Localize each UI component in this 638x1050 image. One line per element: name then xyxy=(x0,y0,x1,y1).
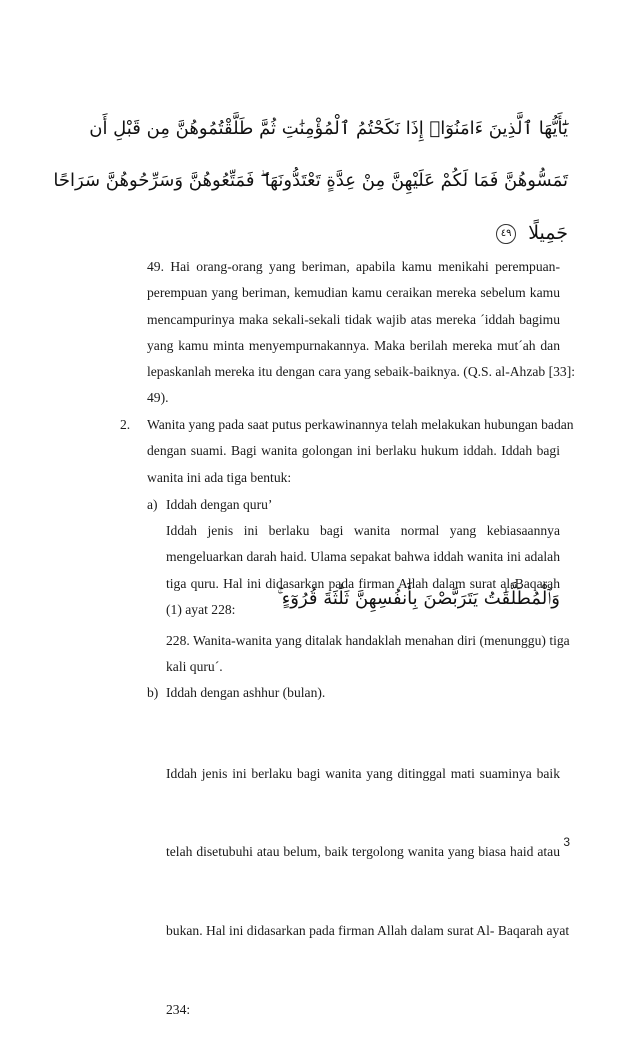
text-line: dengan suami. Bagi wanita golongan ini berlaku hukum iddah. Iddah bagi xyxy=(147,443,560,459)
text-line: 234: xyxy=(166,1002,191,1018)
text-line: 49. Hai orang-orang yang beriman, apabila kamu menikahi perempuan- xyxy=(147,259,560,274)
text-line: tiga quru. Hal ini didasarkan pada firman Allah dalam surat al-Baqarah xyxy=(166,575,560,591)
text-line: Iddah dengan quru’ xyxy=(166,497,273,512)
item-a-heading xyxy=(166,492,560,518)
ayah-number-marker: ٤٩ xyxy=(496,224,516,244)
text-line: Iddah jenis ini berlaku bagi wanita normal yang kebiasaannya xyxy=(166,523,560,538)
arabic-verse-text: جَمِيلًا xyxy=(528,222,568,244)
text-line: 228. Wanita-wanita yang ditalak handaklah menahan diri (menunggu) tiga xyxy=(166,633,570,648)
item-b-paragraph xyxy=(166,708,570,1050)
text-line: Iddah dengan ashhur (bulan). xyxy=(166,685,326,700)
arabic-verse-line-2: تَمَسُّوهُنَّ فَمَا لَكُمْ عَلَيْهِنَّ مِنْ عِدَّةٍ تَعْتَدُّونَهَا ۖ فَمَتِّعُوهُنَّ وَسَرِّحُوهُنَّ سَرَاحًا xyxy=(53,170,568,191)
list-marker-a: a) xyxy=(147,497,158,512)
list-marker-b: b) xyxy=(147,685,159,700)
text-line: perempuan yang beriman, kemudian kamu ceraikan mereka sebelum kamu xyxy=(147,285,560,301)
text-line: Iddah jenis ini berlaku bagi wanita yang ditinggal mati suaminya baik xyxy=(166,765,560,781)
text-line: 49). xyxy=(147,390,169,406)
arabic-verse-line-1: يَٰٓأَيُّهَا ٱلَّذِينَ ءَامَنُوٓا۟ إِذَا نَكَحْتُمُ ٱلْمُؤْمِنَٰتِ ثُمَّ طَلَّقْتُمُوهُنَّ مِن قَبْلِ أَن xyxy=(89,118,568,139)
verse-translation-paragraph xyxy=(147,254,576,412)
text-line: (1) ayat 228: xyxy=(166,601,236,617)
text-line: kali quru´. xyxy=(166,659,223,675)
arabic-verse-line-3 xyxy=(368,222,568,244)
text-line: wanita ini ada tiga bentuk: xyxy=(147,469,292,485)
text-line: lepaskanlah mereka itu dengan cara yang sebaik-baiknya. (Q.S. al-Ahzab [33]: xyxy=(147,364,576,380)
text-line: telah disetubuhi atau belum, baik tergolong wanita yang biasa haid atau xyxy=(166,844,560,860)
text-line: mencampurinya maka sekali-sekali tidak wajib atas mereka ´iddah bagimu xyxy=(147,311,560,327)
text-line: mengeluarkan darah haid. Ulama sepakat bahwa iddah wanita ini adalah xyxy=(166,549,560,565)
page-number: 3 xyxy=(563,835,570,849)
item-b-heading xyxy=(166,680,560,706)
arabic-verse-228: وَٱلْمُطَلَّقَٰتُ يَتَرَبَّصْنَ بِأَنفُسِهِنَّ ثَلَٰثَةَ قُرُوٓءٍ ۚ xyxy=(277,588,560,609)
text-line: Wanita yang pada saat putus perkawinannya telah melakukan hubungan badan xyxy=(147,417,574,432)
text-line: yang kamu minta menyempurnakannya. Maka berilah mereka mut´ah dan xyxy=(147,337,560,353)
verse-228-translation xyxy=(166,628,570,681)
item-2-paragraph xyxy=(147,412,574,491)
text-line: bukan. Hal ini didasarkan pada firman Allah dalam surat Al- Baqarah ayat xyxy=(166,923,570,939)
list-marker-2: 2. xyxy=(120,417,131,432)
